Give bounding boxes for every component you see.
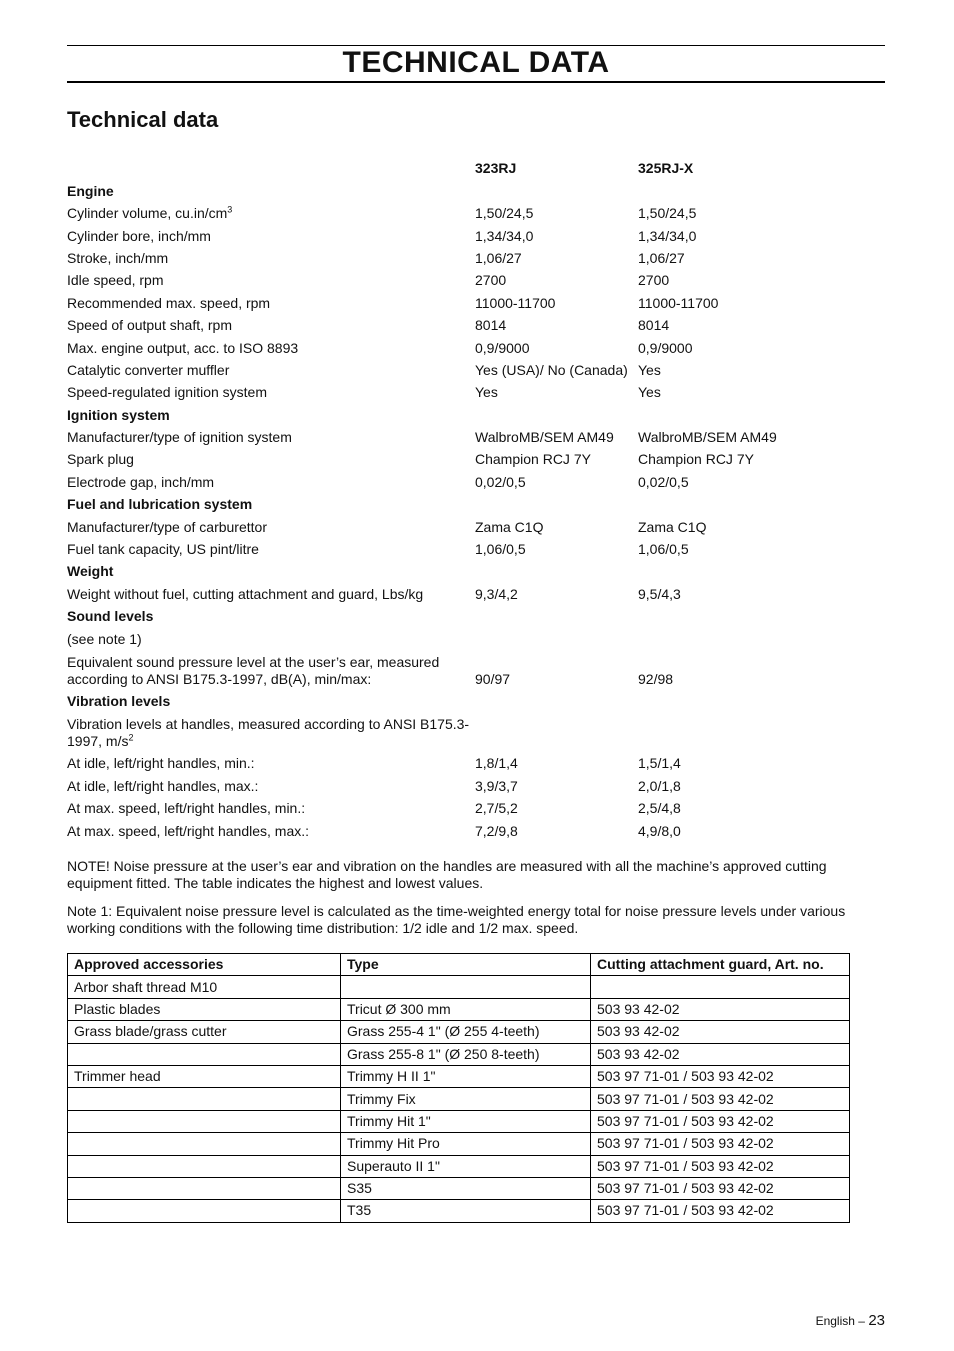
spec-value-323rj: Zama C1Q xyxy=(475,518,544,535)
spec-row xyxy=(67,750,857,772)
model-header-325rj-x: 325RJ-X xyxy=(638,160,694,177)
accessory-type-cell: Superauto II 1" xyxy=(341,1155,591,1177)
spec-label: Stroke, inch/mm xyxy=(67,249,169,266)
spec-label-cell xyxy=(67,446,475,468)
spec-value-323rj: 2,7/5,2 xyxy=(475,800,518,817)
spec-row xyxy=(67,446,857,468)
spec-label-cell xyxy=(67,648,475,688)
guard-art-no-cell: 503 97 71-01 / 503 93 42-02 xyxy=(591,1177,850,1199)
accessory-cell xyxy=(68,1200,341,1222)
spec-value-323rj: 0,9/9000 xyxy=(475,339,530,356)
header-rule-bottom xyxy=(67,81,885,83)
accessories-row xyxy=(68,1043,850,1065)
section-title: Technical data xyxy=(67,107,219,132)
spec-value-325rj-x: 2700 xyxy=(638,272,670,289)
spec-value-325rj-x: 2,5/4,8 xyxy=(638,800,681,817)
spec-group-heading xyxy=(67,491,857,513)
spec-label-cell xyxy=(67,513,475,535)
accessory-type-cell: Trimmy Hit 1" xyxy=(341,1110,591,1132)
spec-group-label: Weight xyxy=(67,563,114,580)
model-header-323rj: 323RJ xyxy=(475,160,517,177)
spec-label-cell xyxy=(67,222,475,244)
spec-unit-superscript: 3 xyxy=(227,204,233,215)
spec-label: At idle, left/right handles, max.: xyxy=(67,777,259,794)
spec-label-cell xyxy=(67,289,475,311)
accessory-cell xyxy=(68,1155,341,1177)
spec-value-323rj: 2700 xyxy=(475,272,507,289)
spec-label: Recommended max. speed, rpm xyxy=(67,294,271,311)
spec-row xyxy=(67,648,857,688)
accessories-row xyxy=(68,1065,850,1087)
accessory-type-cell: T35 xyxy=(341,1200,591,1222)
spec-label-cell xyxy=(67,200,475,222)
spec-value-325rj-x: 0,9/9000 xyxy=(638,339,693,356)
spec-row xyxy=(67,817,857,839)
spec-value-325rj-x: Yes xyxy=(638,384,661,401)
spec-value-323rj: 90/97 xyxy=(475,670,511,687)
spec-label: Vibration levels at handles, measured according to ANSI B175.3-1997, m/s xyxy=(67,715,470,749)
guard-art-no-cell: 503 97 71-01 / 503 93 42-02 xyxy=(591,1133,850,1155)
accessories-row xyxy=(68,1088,850,1110)
spec-value-323rj xyxy=(475,625,638,647)
spec-label: Electrode gap, inch/mm xyxy=(67,473,215,490)
spec-label: Speed of output shaft, rpm xyxy=(67,317,232,334)
guard-art-no-cell: 503 97 71-01 / 503 93 42-02 xyxy=(591,1200,850,1222)
spec-group-label: Engine xyxy=(67,182,114,199)
spec-row xyxy=(67,245,857,267)
spec-value-325rj-x: 0,02/0,5 xyxy=(638,473,689,490)
spec-value-323rj: 11000-11700 xyxy=(475,294,556,311)
spec-row xyxy=(67,379,857,401)
guard-art-no-cell: 503 97 71-01 / 503 93 42-02 xyxy=(591,1155,850,1177)
spec-value-325rj-x: 92/98 xyxy=(638,670,674,687)
footer-separator: – xyxy=(858,1314,865,1328)
spec-row xyxy=(67,772,857,794)
spec-label-cell xyxy=(67,468,475,490)
spec-group-label: Ignition system xyxy=(67,406,170,423)
spec-header-row xyxy=(67,155,857,177)
spec-label: Catalytic converter muffler xyxy=(67,361,230,378)
accessory-type-cell: Trimmy H II 1" xyxy=(341,1065,591,1087)
accessory-cell: Grass blade/grass cutter xyxy=(68,1021,341,1043)
spec-group-heading xyxy=(67,558,857,580)
accessories-header-row xyxy=(68,954,850,976)
spec-value-325rj-x: Yes xyxy=(638,361,661,378)
spec-value-323rj: 1,50/24,5 xyxy=(475,205,534,222)
spec-label: At idle, left/right handles, min.: xyxy=(67,755,255,772)
footer-language: English xyxy=(815,1314,855,1328)
guard-art-no-cell: 503 93 42-02 xyxy=(591,1021,850,1043)
page-number: 23 xyxy=(868,1312,885,1329)
spec-row xyxy=(67,468,857,490)
accessory-cell: Trimmer head xyxy=(68,1065,341,1087)
spec-group-label: Vibration levels xyxy=(67,692,171,709)
spec-row xyxy=(67,513,857,535)
spec-group-heading xyxy=(67,401,857,423)
spec-value-325rj-x: 1,06/27 xyxy=(638,249,685,266)
page-title: TECHNICAL DATA xyxy=(342,46,610,79)
spec-value-323rj: 3,9/3,7 xyxy=(475,777,518,794)
spec-value-323rj: 1,06/0,5 xyxy=(475,541,526,558)
spec-label: Weight without fuel, cutting attachment and guard, Lbs/kg xyxy=(67,585,424,602)
accessory-type-cell: Grass 255-8 1" (Ø 250 8-teeth) xyxy=(341,1043,591,1065)
accessories-row xyxy=(68,1177,850,1199)
spec-row xyxy=(67,222,857,244)
spec-row xyxy=(67,312,857,334)
spec-label: Manufacturer/type of carburettor xyxy=(67,518,267,535)
spec-row xyxy=(67,200,857,222)
accessory-type-cell: Grass 255-4 1" (Ø 255 4-teeth) xyxy=(341,1021,591,1043)
accessory-type-cell xyxy=(341,976,591,998)
accessory-type-cell: Trimmy Fix xyxy=(341,1088,591,1110)
accessories-header-cell: Approved accessories xyxy=(68,954,341,976)
spec-value-325rj-x: 1,06/0,5 xyxy=(638,541,689,558)
accessories-row xyxy=(68,976,850,998)
spec-row xyxy=(67,289,857,311)
spec-value-325rj-x xyxy=(638,625,857,647)
spec-value-325rj-x: 2,0/1,8 xyxy=(638,777,681,794)
spec-label-cell xyxy=(67,625,475,647)
spec-row xyxy=(67,334,857,356)
spec-value-325rj-x: WalbroMB/SEM AM49 xyxy=(638,429,777,446)
spec-label-cell xyxy=(67,580,475,602)
spec-row xyxy=(67,625,857,647)
spec-value-323rj: 1,8/1,4 xyxy=(475,755,518,772)
spec-row xyxy=(67,267,857,289)
guard-art-no-cell: 503 97 71-01 / 503 93 42-02 xyxy=(591,1110,850,1132)
accessories-header-cell: Cutting attachment guard, Art. no. xyxy=(591,954,850,976)
accessories-row xyxy=(68,998,850,1020)
accessory-cell xyxy=(68,1088,341,1110)
spec-label-cell xyxy=(67,772,475,794)
accessory-type-cell: Tricut Ø 300 mm xyxy=(341,998,591,1020)
spec-label: Manufacturer/type of ignition system xyxy=(67,429,292,446)
spec-label-cell xyxy=(67,795,475,817)
guard-art-no-cell: 503 93 42-02 xyxy=(591,1043,850,1065)
spec-row xyxy=(67,795,857,817)
spec-value-323rj: 0,02/0,5 xyxy=(475,473,526,490)
accessory-cell: Arbor shaft thread M10 xyxy=(68,976,341,998)
spec-label: Speed-regulated ignition system xyxy=(67,384,268,401)
spec-label: Idle speed, rpm xyxy=(67,272,164,289)
accessories-row xyxy=(68,1133,850,1155)
accessory-type-cell: S35 xyxy=(341,1177,591,1199)
spec-row xyxy=(67,710,857,750)
note-1: Note 1: Equivalent noise pressure level is calculated as the time-weighted energy total for noise pressure levels under various working conditions with the following time distribution: 1/2 idle and 1/2 max. speed. xyxy=(67,903,846,936)
accessories-header-cell: Type xyxy=(341,954,591,976)
spec-label: Fuel tank capacity, US pint/litre xyxy=(67,541,259,558)
spec-group-label: Sound levels xyxy=(67,608,154,625)
spec-value-323rj: Champion RCJ 7Y xyxy=(475,451,591,468)
accessory-type-cell: Trimmy Hit Pro xyxy=(341,1133,591,1155)
spec-row xyxy=(67,536,857,558)
spec-value-325rj-x: Zama C1Q xyxy=(638,518,707,535)
spec-value-323rj: 9,3/4,2 xyxy=(475,585,518,602)
spec-label-cell xyxy=(67,312,475,334)
spec-table xyxy=(67,155,857,840)
guard-art-no-cell: 503 93 42-02 xyxy=(591,998,850,1020)
spec-group-heading xyxy=(67,688,857,710)
spec-label: Spark plug xyxy=(67,451,134,468)
spec-value-323rj xyxy=(475,710,638,750)
spec-label: Equivalent sound pressure level at the user’s ear, measured according to ANSI B175.3-1997, dB(A), min/max: xyxy=(67,653,440,687)
note-general: NOTE! Noise pressure at the user’s ear and vibration on the handles are measured with all the machine’s approved cutting equipment fitted. The table indicates the highest and lowest values. xyxy=(67,858,827,891)
spec-value-323rj: 1,06/27 xyxy=(475,249,522,266)
accessories-row xyxy=(68,1021,850,1043)
accessories-row xyxy=(68,1110,850,1132)
spec-label-cell xyxy=(67,334,475,356)
spec-label: Cylinder bore, inch/mm xyxy=(67,227,211,244)
spec-row xyxy=(67,357,857,379)
accessories-table xyxy=(67,953,850,1223)
spec-label-cell xyxy=(67,357,475,379)
accessory-cell xyxy=(68,1043,341,1065)
spec-value-325rj-x: 1,50/24,5 xyxy=(638,205,697,222)
spec-value-325rj-x: 1,5/1,4 xyxy=(638,755,681,772)
accessory-cell xyxy=(68,1177,341,1199)
guard-art-no-cell: 503 97 71-01 / 503 93 42-02 xyxy=(591,1088,850,1110)
spec-value-325rj-x: 11000-11700 xyxy=(638,294,719,311)
spec-label-cell xyxy=(67,710,475,750)
spec-value-325rj-x: 1,34/34,0 xyxy=(638,227,697,244)
spec-value-323rj: 1,34/34,0 xyxy=(475,227,534,244)
spec-label-cell xyxy=(67,379,475,401)
spec-row xyxy=(67,580,857,602)
guard-art-no-cell xyxy=(591,976,850,998)
spec-label-cell xyxy=(67,750,475,772)
spec-label: At max. speed, left/right handles, max.: xyxy=(67,822,310,839)
spec-label: Cylinder volume, cu.in/cm xyxy=(67,205,228,222)
spec-unit-superscript: 2 xyxy=(128,732,134,743)
spec-value-325rj-x: 8014 xyxy=(638,317,670,334)
spec-value-323rj: Yes (USA)/ No (Canada) xyxy=(475,361,628,378)
spec-group-heading xyxy=(67,603,857,625)
accessories-row xyxy=(68,1200,850,1222)
spec-label: (see note 1) xyxy=(67,630,142,647)
page-footer xyxy=(816,1312,885,1329)
spec-row xyxy=(67,424,857,446)
spec-group-heading xyxy=(67,177,857,199)
spec-value-325rj-x xyxy=(638,710,857,750)
spec-value-325rj-x: 4,9/8,0 xyxy=(638,822,681,839)
accessory-cell: Plastic blades xyxy=(68,998,341,1020)
spec-value-325rj-x: Champion RCJ 7Y xyxy=(638,451,754,468)
spec-value-323rj: WalbroMB/SEM AM49 xyxy=(475,429,614,446)
spec-label: At max. speed, left/right handles, min.: xyxy=(67,800,306,817)
spec-value-323rj: 7,2/9,8 xyxy=(475,822,518,839)
spec-label-cell xyxy=(67,424,475,446)
spec-value-323rj: Yes xyxy=(475,384,498,401)
spec-value-323rj: 8014 xyxy=(475,317,507,334)
accessory-cell xyxy=(68,1110,341,1132)
spec-value-325rj-x: 9,5/4,3 xyxy=(638,585,681,602)
spec-header-blank xyxy=(67,155,475,177)
spec-label-cell xyxy=(67,817,475,839)
accessory-cell xyxy=(68,1133,341,1155)
spec-group-label: Fuel and lubrication system xyxy=(67,496,253,513)
accessories-row xyxy=(68,1155,850,1177)
guard-art-no-cell: 503 97 71-01 / 503 93 42-02 xyxy=(591,1065,850,1087)
spec-label-cell xyxy=(67,536,475,558)
spec-label-cell xyxy=(67,245,475,267)
spec-label-cell xyxy=(67,267,475,289)
spec-label: Max. engine output, acc. to ISO 8893 xyxy=(67,339,299,356)
